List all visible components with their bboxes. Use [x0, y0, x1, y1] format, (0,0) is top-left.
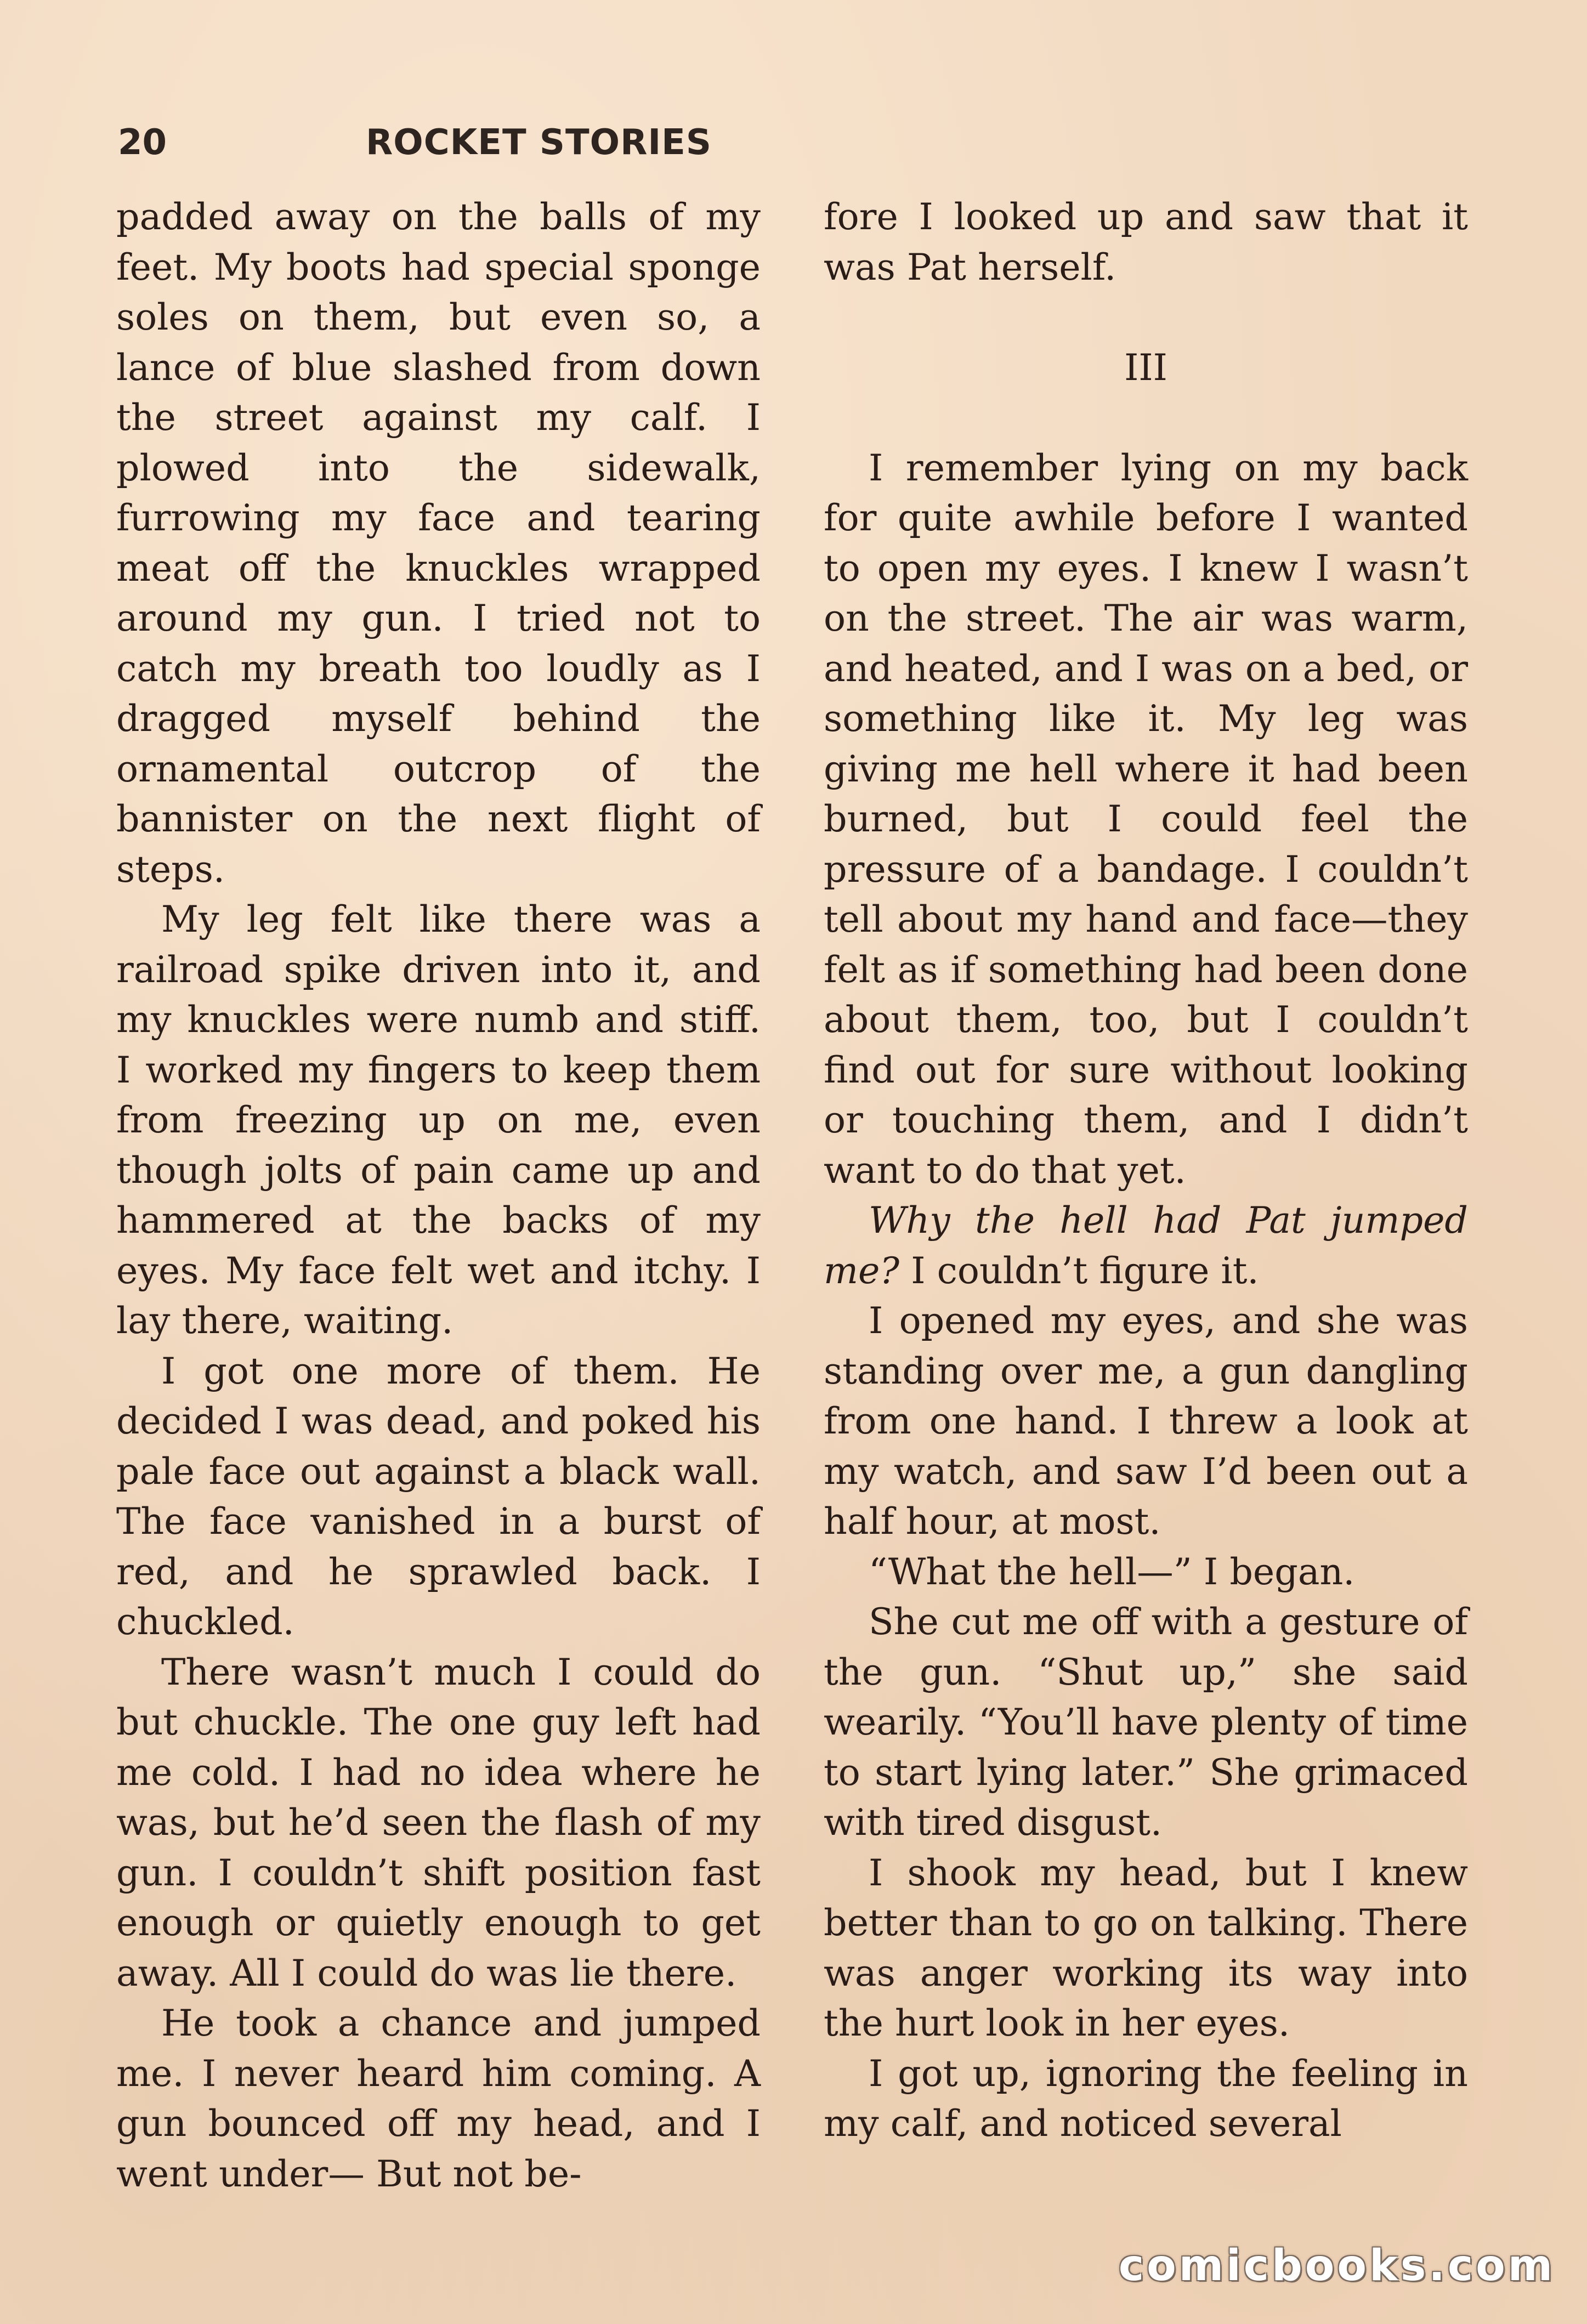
- paragraph: padded away on the balls of my feet. My boots had special sponge soles on them, but even so, a lance of blue slashed from down the street against my calf. I plowed into the sidewalk, furrowing my face and tearing meat off the knuckles wrapped around my gun. I tried not to catch my breath too loudly as I dragged myself behind the ornamental outcrop of the bannister on the next flight of steps.: [116, 195, 761, 891]
- paragraph: My leg felt like there was a railroad spike driven into it, and my knuckles were numb and stiff. I worked my fingers to keep them from freezing up on me, even though jolts of pain came up and hammered at the backs of my eyes. My face felt wet and itchy. I lay there, waiting.: [116, 898, 761, 1342]
- left-column: [116, 192, 761, 2199]
- page-header: [118, 118, 960, 173]
- paragraph-continuation: fore I looked up and saw that it was Pat herself.: [824, 195, 1468, 288]
- paragraph: I got up, ignoring the feeling in my calf, and noticed several: [824, 2051, 1468, 2145]
- paragraph: I opened my eyes, and she was standing over me, a gun dangling from one hand. I threw a look at my watch, and saw I’d been out a half hour, at most.: [824, 1299, 1468, 1543]
- watermark: comicbooks.com: [1118, 2241, 1555, 2291]
- running-head: ROCKET STORIES: [366, 122, 712, 163]
- page-number: 20: [118, 122, 167, 163]
- paragraph: He took a chance and jumped me. I never heard him coming. A gun bounced off my head, and I went under— But not be-: [116, 2002, 761, 2195]
- paragraph: I got one more of them. He decided I was dead, and poked his pale face out against a black wall. The face vanished in a burst of red, and he sprawled back. I chuckled.: [116, 1349, 761, 1643]
- right-column: [824, 192, 1468, 2149]
- paragraph-tail: I couldn’t figure it.: [899, 1249, 1259, 1292]
- paragraph: [824, 1195, 1468, 1296]
- paragraph: “What the hell—” I began.: [869, 1550, 1355, 1593]
- section-number: III: [1124, 345, 1167, 389]
- italic-thought: Why the hell had Pat jumped me?: [824, 1199, 1468, 1292]
- paragraph: I remember lying on my back for quite awhile before I wanted to open my eyes. I knew I wasn’t on the street. The air was warm, and heated, and I was on a bed, or something like it. My leg was giving me hell where it had been burned, but I could feel the pressure of a bandage. I couldn’t tell about my hand and face—they felt as if something had been done about them, too, but I couldn’t find out for sure without looking or touching them, and I didn’t want to do that yet.: [824, 446, 1468, 1192]
- paragraph: She cut me off with a gesture of the gun. “Shut up,” she said wearily. “You’ll have plenty of time to start lying later.” She grimaced with tired disgust.: [824, 1600, 1468, 1844]
- paragraph: I shook my head, but I knew better than to go on talking. There was anger working its way into the hurt look in her eyes.: [824, 1851, 1468, 2044]
- paragraph: There wasn’t much I could do but chuckle. The one guy left had me cold. I had no idea where he was, but he’d seen the flash of my gun. I couldn’t shift position fast enough or quietly enough to get away. All I could do was lie there.: [116, 1650, 761, 1994]
